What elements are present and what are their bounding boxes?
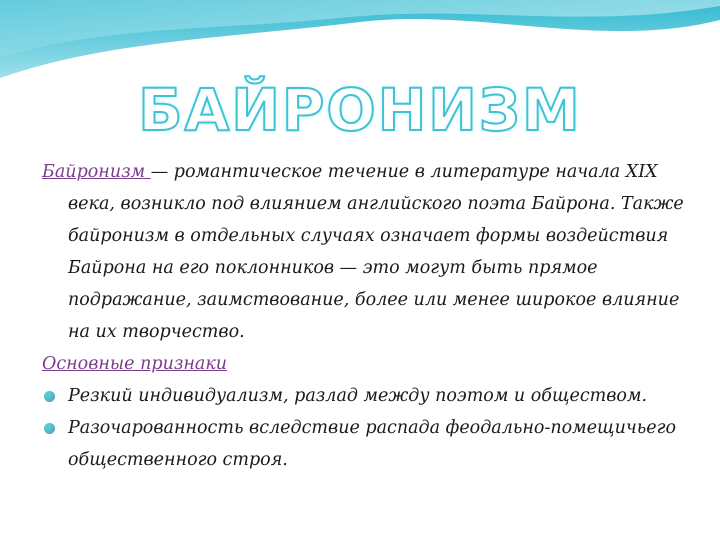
slide-title: БАЙРОНИЗМ (138, 76, 582, 144)
term-link[interactable]: Байронизм (42, 162, 151, 182)
list-item (42, 412, 692, 476)
definition-text: — романтическое течение в литературе начала XIX века, возникло под влиянием английского поэта Байрона. Также байронизм в отдельных случаях означает формы воздействия Байрона на его поклонников — это могут быть прямое подражание, заимствование, более или менее широкое влияние на их творчество. (68, 162, 684, 342)
features-list (42, 380, 692, 476)
features-heading-link[interactable]: Основные признаки (42, 354, 228, 374)
definition-paragraph (42, 156, 692, 348)
bullet-icon (44, 423, 55, 434)
slide-body (42, 156, 692, 476)
bullet-icon (44, 391, 55, 402)
list-item-text: Разочарованность вследствие распада феодально-помещичьего общественного строя. (68, 418, 676, 470)
list-item (42, 380, 692, 412)
list-item-text: Резкий индивидуализм, разлад между поэтом и обществом. (68, 386, 648, 406)
features-heading (42, 348, 692, 380)
